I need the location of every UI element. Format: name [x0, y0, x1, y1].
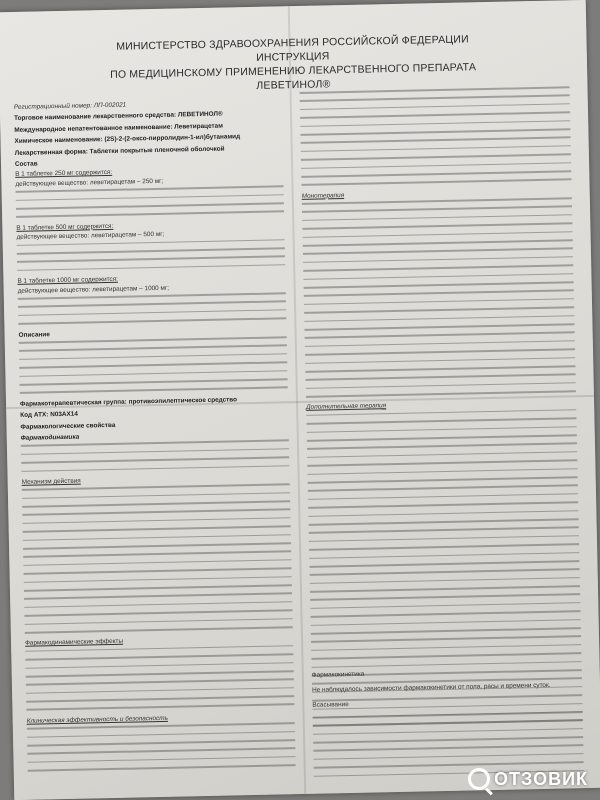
- pharmacotherapeutic-group: Фармакотерапевтическая группа: противоэпилептическое средство: [19, 396, 238, 408]
- otzovik-watermark: [468, 768, 588, 790]
- pd-effects-heading: Фармакодинамические эффекты: [24, 638, 124, 648]
- tablet-250-active: действующее вещество: леветирацетам – 250 мг;: [15, 177, 164, 188]
- text-lines: [19, 336, 288, 394]
- text-lines: [16, 186, 285, 218]
- monotherapy-heading: Монотерапия: [301, 191, 345, 200]
- dosage-form: Лекарственная форма: Таблетки покрытые пленочной оболочкой: [14, 145, 225, 157]
- text-lines: [22, 484, 293, 634]
- ministry-title: МИНИСТЕРСТВО ЗДРАВООХРАНЕНИЯ РОССИЙСКОЙ ФЕДЕРАЦИИ: [116, 33, 469, 53]
- text-lines: [302, 197, 576, 397]
- pharmacokinetics-heading: Фармакокинетика: [311, 671, 365, 680]
- tablet-500-heading: В 1 таблетке 500 мг содержится:: [16, 222, 114, 232]
- pharmacodynamics-heading: Фармакодинамика: [20, 433, 80, 442]
- atx-code: Код АТХ: N03AX14: [20, 410, 78, 419]
- description-heading: Описание: [18, 330, 50, 339]
- document-purpose: ПО МЕДИЦИНСКОМУ ПРИМЕНЕНИЮ ЛЕКАРСТВЕННОГО ПРЕПАРАТА: [110, 61, 477, 81]
- magnifier-icon: [468, 768, 490, 790]
- text-lines: [25, 645, 294, 711]
- adjunct-therapy-heading: Дополнительная терапия: [306, 402, 387, 412]
- watermark-text: ОТЗОВИК: [494, 768, 588, 789]
- tablet-1000-active: действующее вещество: леветирацетам – 1000 мг;: [17, 284, 170, 295]
- tablet-500-active: действующее вещество: леветирацетам – 500 мг;: [16, 231, 165, 242]
- left-column: [14, 98, 296, 778]
- absorption-heading: Всасывание: [312, 701, 349, 709]
- mechanism-heading: Механизм действия: [21, 477, 81, 486]
- text-lines: [300, 86, 572, 186]
- pharmacokinetics-text: Не наблюдалось зависимости фармакокинетики от пола, расы и времени суток.: [312, 682, 551, 694]
- registration-number: Регистрационный номер: ЛП-002021: [13, 101, 127, 111]
- clinical-heading: Клиническая эффективность и безопасность: [26, 714, 169, 725]
- inn: Международное непатентованное наименование: Леветирацетам: [14, 122, 224, 134]
- text-lines: [27, 722, 296, 771]
- tablet-250-heading: В 1 таблетке 250 мг содержится:: [15, 169, 113, 179]
- text-lines: [18, 292, 287, 324]
- text-lines: [313, 711, 584, 777]
- right-column: [300, 84, 583, 733]
- document-type: ИНСТРУКЦИЯ: [256, 50, 330, 64]
- tablet-1000-heading: В 1 таблетке 1000 мг содержится:: [17, 275, 119, 286]
- chemical-name: Химическое наименование: (2S)-2-(2-оксо-пирролидин-1-ил)бутанамид: [14, 133, 241, 146]
- drug-name: ЛЕВЕТИНОЛ®: [256, 78, 331, 92]
- pharmacological-properties: Фармакологические свойства: [20, 421, 116, 431]
- pharmacokinetics-section: [312, 660, 584, 784]
- trade-name: Торговое наименование лекарственного средства: ЛЕВЕТИНОЛ®: [13, 110, 223, 123]
- text-lines: [21, 440, 290, 472]
- composition-heading: Состав: [14, 160, 38, 168]
- text-lines: [17, 239, 286, 271]
